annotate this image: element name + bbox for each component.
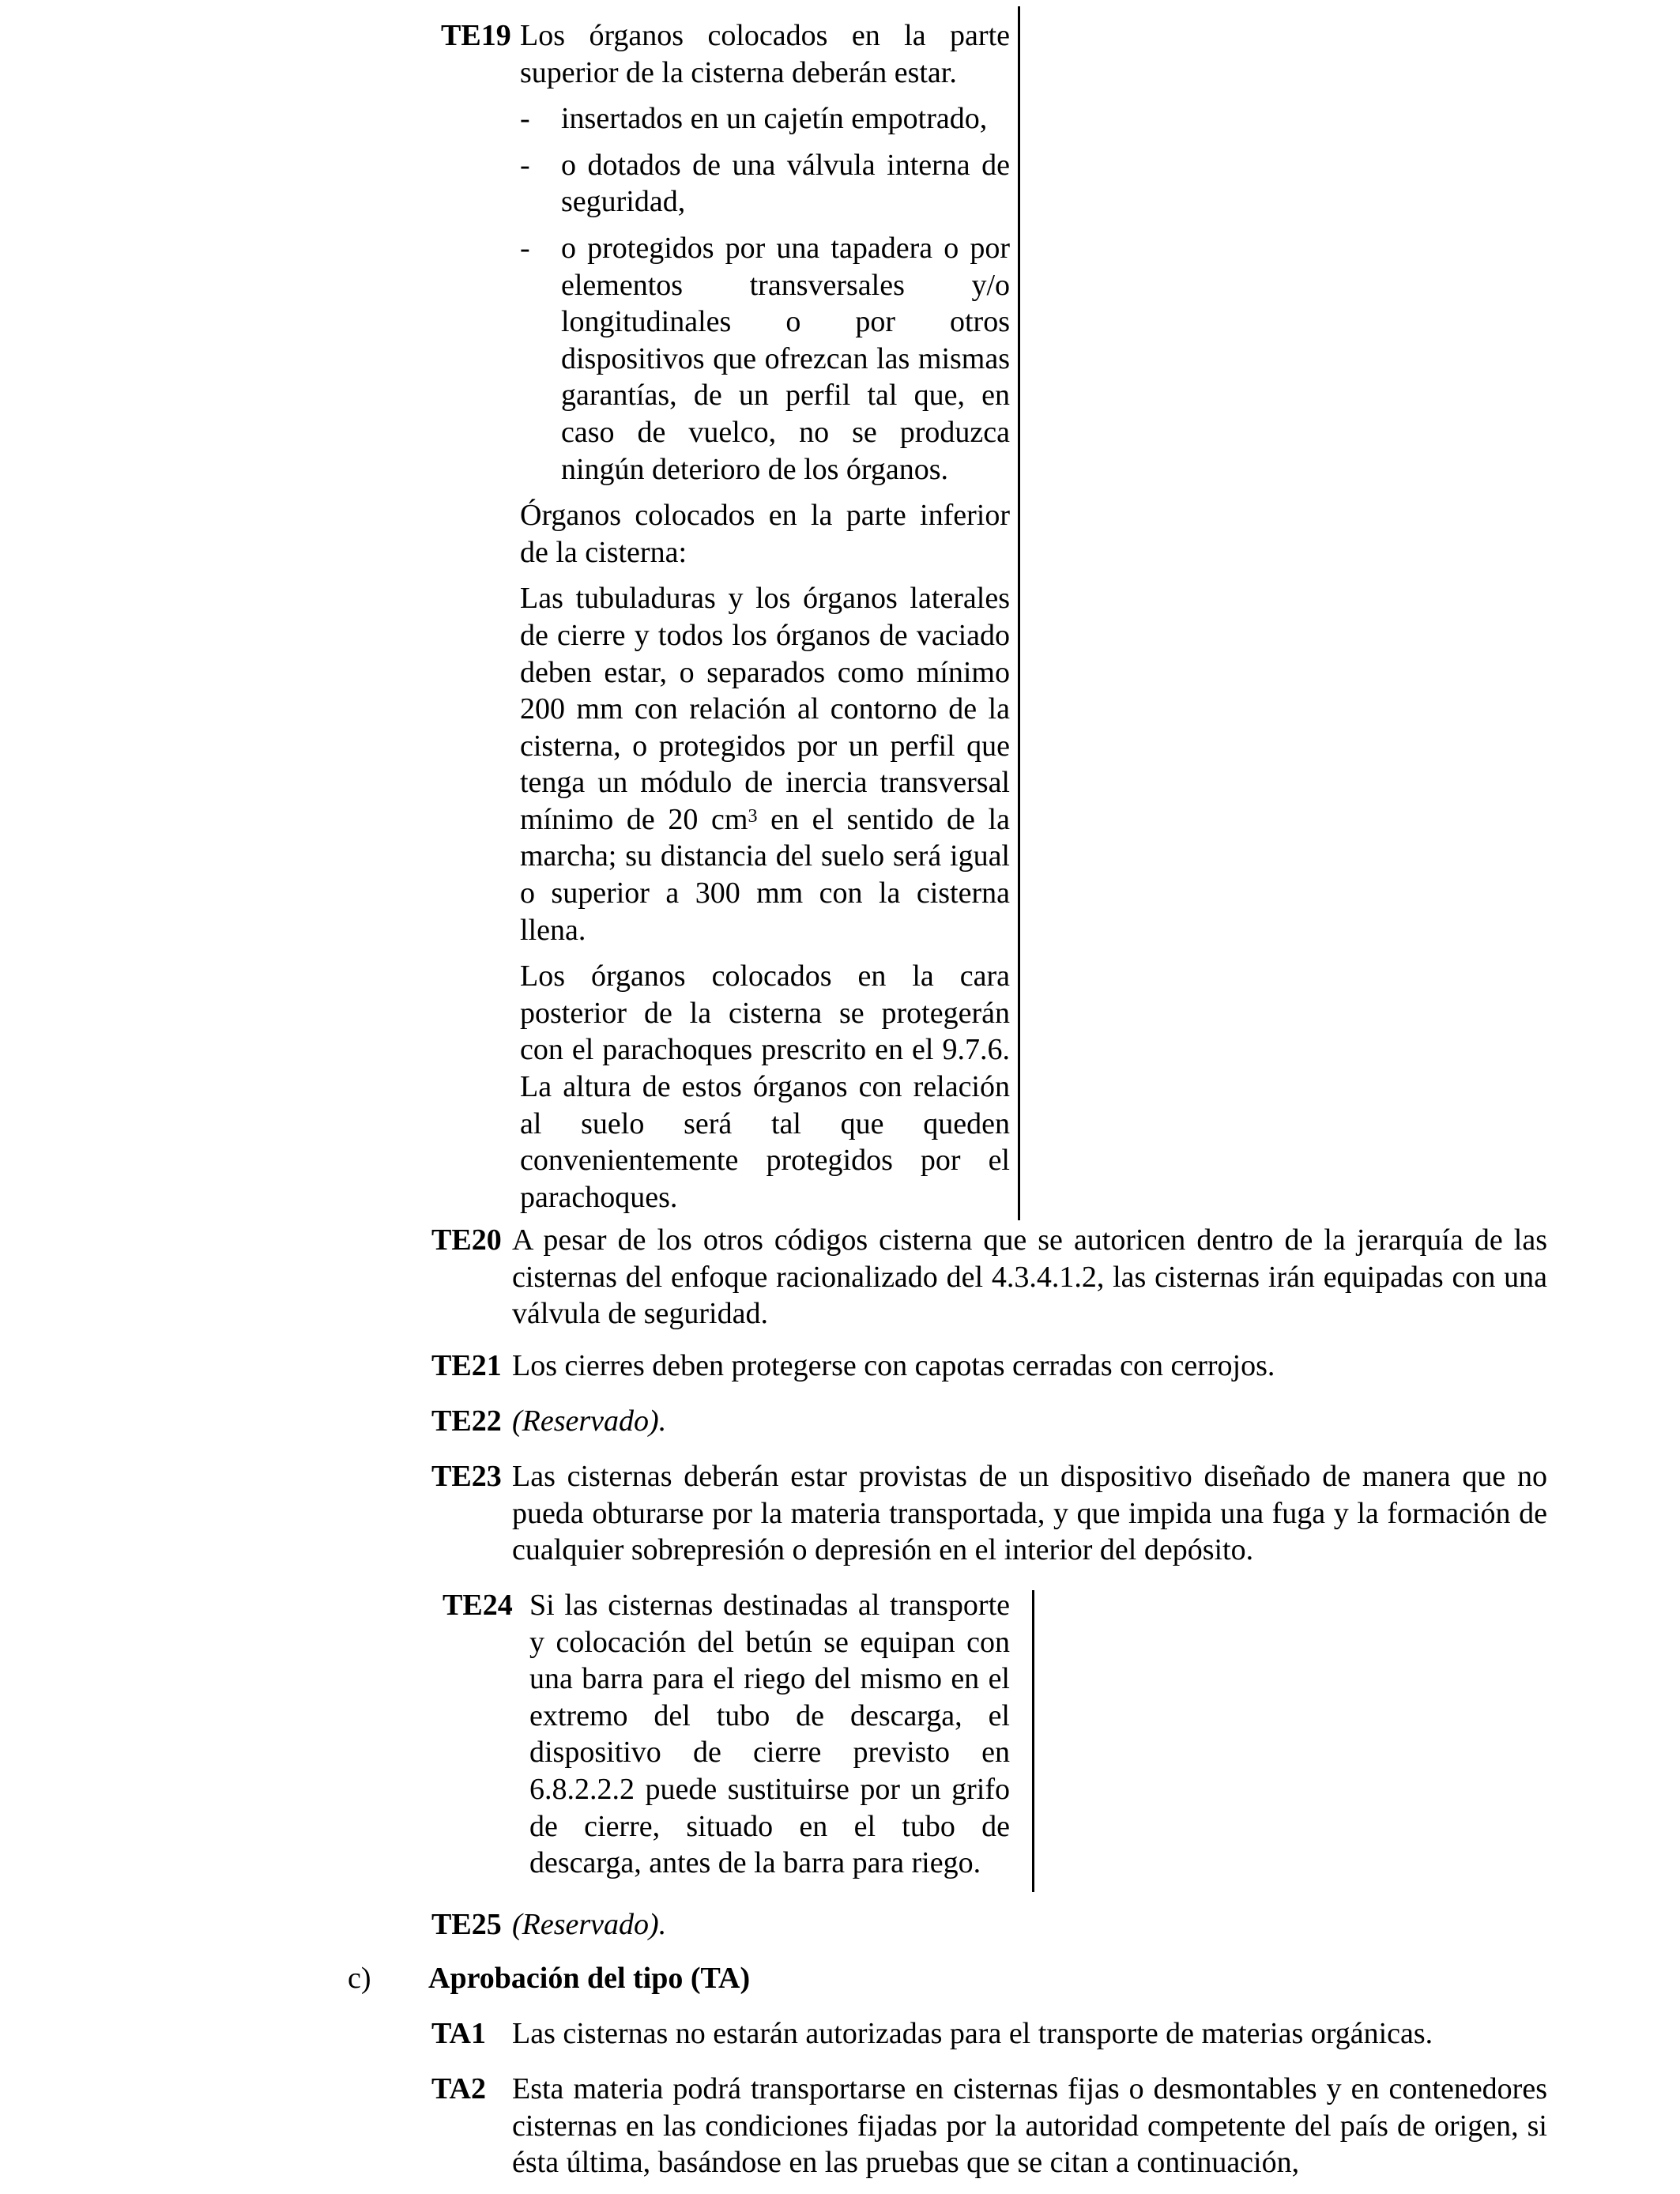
te24-code: TE24 bbox=[443, 1589, 513, 1622]
te19-margin-bar bbox=[1018, 6, 1020, 1220]
section-c-letter: c) bbox=[348, 1962, 371, 1995]
list-item: - insertados en un cajetín empotrado, bbox=[520, 102, 988, 136]
te23-code: TE23 bbox=[431, 1460, 502, 1493]
te24-text: Si las cisternas destinadas al transporte y colocación del betún se equipan con una barra para el riego del mismo en el extremo del tubo de descarga, el dispositivo de cierre previsto en 6.8.2.2.2 puede sustituirse por un grifo de cierre, situado en el tubo de descarga, antes de la barra para riego. bbox=[529, 1589, 1010, 1880]
te19-lower-text: Las tubuladuras y los órganos laterales de cierre y todos los órganos de vaciado deben estar, o separados como mínimo 200 mm con relación al contorno de la cisterna, o protegidos por un perfil que tenga un módulo de inercia transversal mínimo de 20 $cm^3$ en el sentido de la marcha; su distancia del suelo será igual o superior a 300 mm con la cisterna llena. bbox=[520, 582, 1010, 947]
te19-list bbox=[520, 100, 1010, 488]
te25-code: TE25 bbox=[431, 1908, 502, 1941]
te19-rear-text: Los órganos colocados en la cara posterior de la cisterna se protegerán con el parachoques prescrito en el 9.7.6. La altura de estos órganos con relación al suelo será tal que queden convenientemente protegidos por el parachoques. bbox=[520, 959, 1010, 1214]
list-item: - o protegidos por una tapadera o por elementos transversales y/o longitudinales o por otros dispositivos que ofrezcan las mismas garantías, de un perfil tal que, en caso de vuelco, no se produzca ningún deterioro de los órganos. bbox=[520, 231, 1010, 486]
te21-code: TE21 bbox=[431, 1349, 502, 1382]
ta2-code: TA2 bbox=[431, 2072, 486, 2105]
te21-text: Los cierres deben protegerse con capotas cerradas con cerrojos. bbox=[512, 1349, 1275, 1382]
te22-code: TE22 bbox=[431, 1404, 502, 1438]
te19-intro: Los órganos colocados en la parte superior de la cisterna deberán estar. bbox=[520, 19, 1010, 89]
te20-text: A pesar de los otros códigos cisterna que se autoricen dentro de la jerarquía de las cisternas del enfoque racionalizado del 4.3.4.1.2, las cisternas irán equipadas con una válvula de seguridad. bbox=[512, 1223, 1547, 1331]
te22-text: (Reservado). bbox=[512, 1404, 667, 1438]
te19-code: TE19 bbox=[441, 19, 511, 52]
ta1-text: Las cisternas no estarán autorizadas para el transporte de materias orgánicas. bbox=[512, 2017, 1433, 2050]
te23-text: Las cisternas deberán estar provistas de un dispositivo diseñado de manera que no pueda obturarse por la materia transportada, y que impida una fuga y la formación de cualquier sobrepresión o depresión en el interior del depósito. bbox=[512, 1460, 1547, 1567]
te20-code: TE20 bbox=[431, 1223, 502, 1257]
te19-lower-heading: Órganos colocados en la parte inferior de la cisterna: bbox=[520, 499, 1010, 569]
te19-text-block bbox=[520, 17, 1010, 1216]
te25-text: (Reservado). bbox=[512, 1908, 667, 1941]
list-item: - o dotados de una válvula interna de seguridad, bbox=[520, 148, 1010, 219]
section-c-title: Aprobación del tipo (TA) bbox=[428, 1962, 751, 1995]
ta1-code: TA1 bbox=[431, 2017, 486, 2050]
te24-margin-bar bbox=[1032, 1590, 1034, 1892]
ta2-text: Esta materia podrá transportarse en cisternas fijas o desmontables y en contenedores cisternas en las condiciones fijadas por la autoridad competente del país de origen, si ésta última, basándose en las pruebas que se citan a continuación, bbox=[512, 2072, 1547, 2180]
